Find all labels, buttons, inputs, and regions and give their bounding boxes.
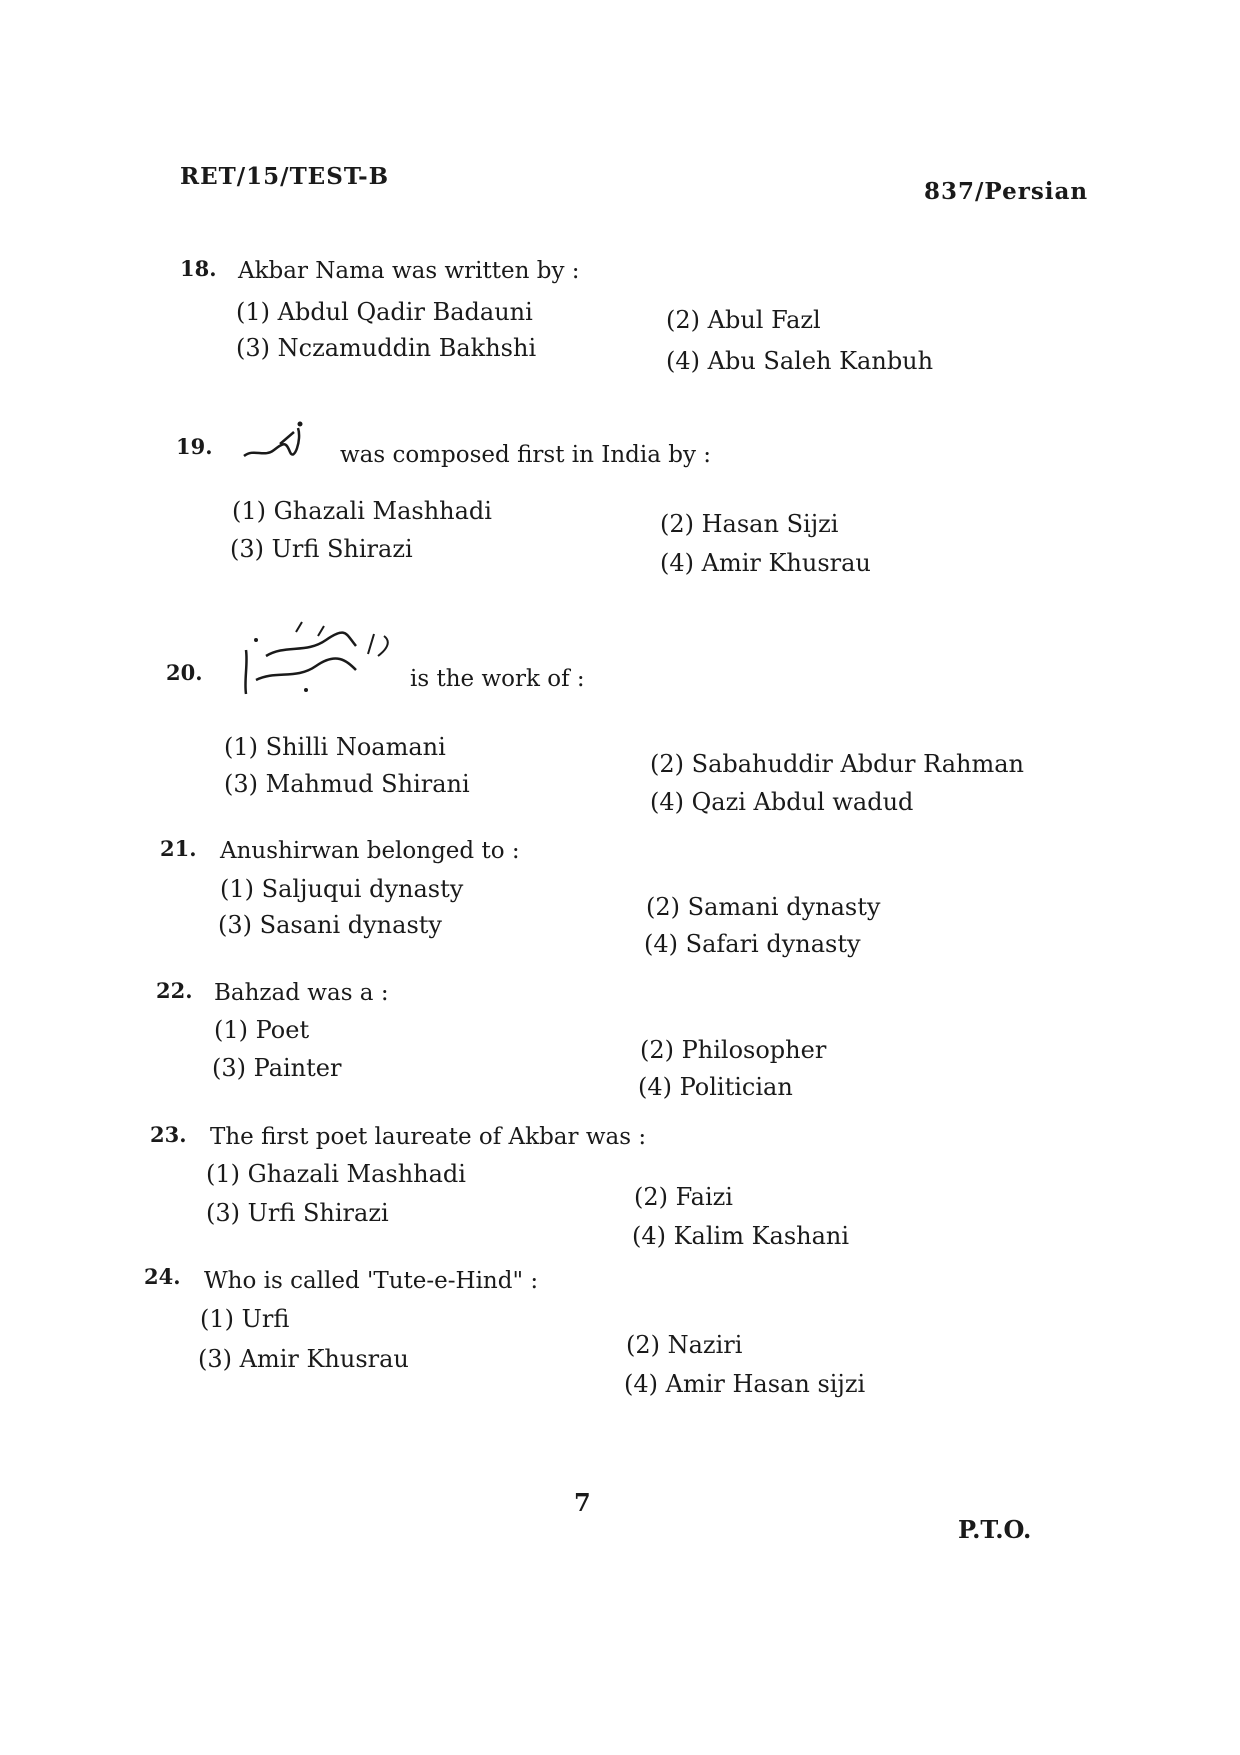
question-number: 20.: [166, 660, 203, 685]
option-1: (1) Ghazali Mashhadi: [232, 497, 492, 525]
option-4: (4) Amir Hasan sijzi: [624, 1370, 866, 1398]
persian-script-image: [240, 418, 310, 468]
page-number: 7: [574, 1488, 591, 1517]
option-3: (3) Urfi Shirazi: [230, 535, 413, 563]
option-2: (2) Faizi: [634, 1183, 733, 1211]
option-1: (1) Abdul Qadir Badauni: [236, 298, 533, 326]
persian-script-image: [236, 620, 406, 700]
option-4: (4) Politician: [638, 1073, 793, 1101]
option-4: (4) Safari dynasty: [644, 930, 861, 958]
question-number: 19.: [176, 434, 213, 459]
option-2: (2) Abul Fazl: [666, 306, 821, 334]
option-4: (4) Kalim Kashani: [632, 1222, 850, 1250]
option-2: (2) Naziri: [626, 1331, 743, 1359]
question-text: was composed first in India by :: [340, 442, 712, 468]
option-2: (2) Hasan Sijzi: [660, 510, 839, 538]
question-text: Anushirwan belonged to :: [220, 838, 520, 864]
question-text: Who is called 'Tute-e-Hind" :: [204, 1268, 539, 1294]
option-1: (1) Shilli Noamani: [224, 733, 446, 761]
question-number: 21.: [160, 836, 197, 861]
question-number: 18.: [180, 256, 217, 281]
exam-code: RET/15/TEST-B: [180, 163, 390, 190]
option-2: (2) Philosopher: [640, 1036, 827, 1064]
option-1: (1) Saljuqui dynasty: [220, 875, 464, 903]
option-2: (2) Samani dynasty: [646, 893, 881, 921]
question-number: 22.: [156, 978, 193, 1003]
option-3: (3) Urfi Shirazi: [206, 1199, 389, 1227]
option-3: (3) Mahmud Shirani: [224, 770, 470, 798]
option-4: (4) Qazi Abdul wadud: [650, 788, 914, 816]
option-3: (3) Sasani dynasty: [218, 911, 442, 939]
option-1: (1) Poet: [214, 1016, 310, 1044]
option-2: (2) Sabahuddir Abdur Rahman: [650, 750, 1024, 778]
option-3: (3) Amir Khusrau: [198, 1345, 409, 1373]
option-1: (1) Urfi: [200, 1305, 290, 1333]
option-4: (4) Abu Saleh Kanbuh: [666, 347, 934, 375]
question-text: Akbar Nama was written by :: [238, 258, 580, 284]
option-3: (3) Nczamuddin Bakhshi: [236, 334, 537, 362]
option-3: (3) Painter: [212, 1054, 342, 1082]
option-4: (4) Amir Khusrau: [660, 549, 871, 577]
question-number: 23.: [150, 1122, 187, 1147]
question-number: 24.: [144, 1264, 181, 1289]
question-text: is the work of :: [410, 666, 585, 692]
pto-label: P.T.O.: [958, 1515, 1032, 1544]
question-text: Bahzad was a :: [214, 980, 389, 1006]
subject-code: 837/Persian: [924, 178, 1089, 205]
option-1: (1) Ghazali Mashhadi: [206, 1160, 466, 1188]
question-text: The first poet laureate of Akbar was :: [210, 1124, 647, 1150]
